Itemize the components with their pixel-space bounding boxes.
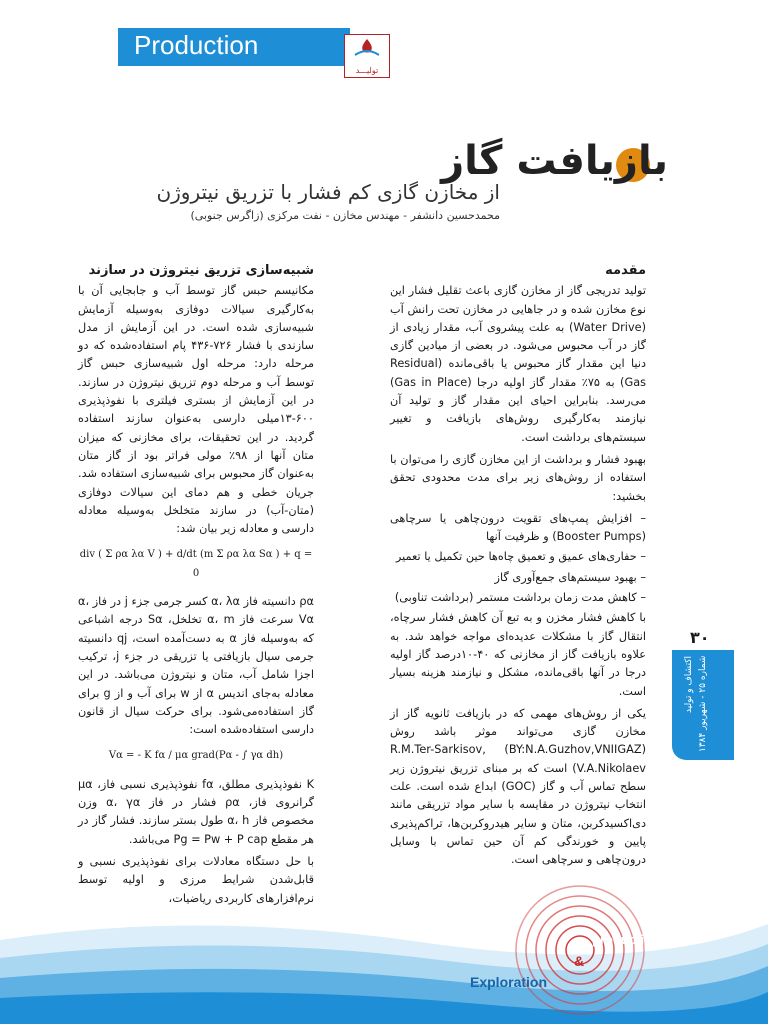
paragraph: بهبود فشار و برداشت از این مخازن گازی را می‌توان با استفاده از روش‌های زیر برای مدت محدودی تحقق بخشید: [390, 452, 646, 503]
footer-wave-graphic [0, 900, 768, 1024]
equation: Vα = - K fα / μα grad(Pα - ∫ γα dh) [108, 750, 284, 762]
page-number: ۳۰ [690, 628, 710, 647]
left-column [78, 262, 314, 912]
paragraph: با حل دستگاه معادلات برای نفوذپذیری نسبی و قابل‌شدن شرایط مرزی و اولیه توسط نرم‌افزارهای کاربردی ریاضیات، [78, 854, 314, 905]
paragraph: مکانیسم حبس گاز توسط آب و جابجایی آن با به‌کارگیری سیالات دوفازی به‌وسیله آزمایش شبیه‌سازی شده است. در این آزمایش از مدل سازندی با فشار ۷۲۶-۴۳۶ پام استفاده‌شده که دو مرحله دارد: مرحله اول شبیه‌سازی حبس گاز توسط آب و مرحله دوم تزریق نیتروژن در سازند. در این آزمایش از بستری فیلتری با نفوذپذیری ۶۰۰-۱۳میلی دارسی به‌عنوان سازند استفاده گردید. در این تحقیقات، برای مخازنی که میزان متان آنها از ۹۸٪ مولی فراتر بود از گاز متان به‌عنوان گاز محبوس برای شبیه‌سازی استفاده شد. جریان خطی و هم دمای این سیالات دوفازی (متان-آب) در سازند متخلخل به‌وسیله معادله دارسی و معادله زیر بیان شد: [78, 284, 315, 536]
company-logo [344, 34, 390, 78]
paragraph: تولید تدریجی گاز از مخازن گازی باعث تقلیل فشار این نوع مخازن شده و در جاهایی در مخازن تحت رانش آب (Water Drive) به علت پیشروی آب، مقدار زیادی از گاز در آب محبوس می‌شود. در بعضی از میادین گازی دنیا این مقدار گاز محبوس یا باقی‌مانده (Residual Gas) به ۷۵٪ مقدار گاز اولیه درجا (Gas in Place) می‌رسد. بنابراین احیای این مقدار گاز و تولید آن نیازمند به‌کارگیری روش‌های بازیافت و تغییر سیستم‌های برداشت است. [390, 284, 646, 444]
magazine-name: اکتشاف و تولید [684, 656, 694, 714]
list-item: – کاهش مدت زمان برداشت مستمر (برداشت تناوبی) [394, 591, 646, 605]
paragraph: یکی از روش‌های مهمی که در بازیافت ثانویه گاز از مخازن گازی می‌تواند موثر باشد روش (BY:N.A.Guzhov,VNIIGAZ) R.M.Ter-Sarkisov, V.A.Nikolaev) است که بر مبنای تزریق نیتروژن زیر سطح تماس آب و گاز (GOC) ابداع شده است. علت انتخاب نیتروژن در مقایسه با سایر مواد تزریقی مانند دی‌اکسید‌کربن، متان و سایر هیدروکربن‌ها، تراکم‌پذیری پایین و خورندگی کم آن حین تماس با وسایل درون‌چاهی و سرچاهی است. [390, 706, 646, 867]
footer-production-label: production [592, 932, 660, 947]
logo-label: تولیـــد [355, 66, 379, 75]
section-heading: مقدمه [605, 263, 646, 278]
article-subtitle: از مخازن گازی کم فشار با تزریق نیتروژن [156, 180, 500, 204]
list-item: – افزایش پمپ‌های تقویت درون‌چاهی یا سرچاهی (Booster Pumps) و ظرفیت آنها [390, 511, 646, 544]
article-authors: محمدحسین دانشفر - مهندس مخازن - نفت مرکزی (زاگرس جنوبی) [190, 209, 500, 222]
right-column [390, 262, 646, 874]
list-item: – حفاری‌های عمیق و تعمیق چاه‌ها حین تکمیل یا تعمیر [395, 550, 646, 564]
paragraph: ρα دانسیته فاز α، λα کسر جرمی جزء j در فاز α، Vα سرعت فاز α، m تخلخل، Sα درجه اشباعی که به‌وسیله فاز α به دست‌آمده است، qj دانسیته جرمی سیال بازیافتی یا تزریقی در جزء j، ترکیب اجزا شامل آب، متان و نیتروژن می‌باشد. در این معادله به‌جای اندیس α از w برای آب و از g برای گاز استفاده‌می‌شود. برای حرکت سیال از قانون دارسی استفاده‌شده است: [78, 595, 315, 737]
flame-logo-icon [351, 37, 383, 59]
paragraph: K نفوذپذیری مطلق، fα نفوذپذیری نسبی فاز، μα گرانروی فاز، ρα فشار در فاز α، γα وزن مخصوص فاز α، h طول بستر سازند. فشار گاز در هر مقطع Pg = Pw + P cap می‌باشد. [78, 777, 315, 846]
concentric-rings-icon [510, 880, 650, 1020]
magazine-side-tab [672, 650, 734, 760]
paragraph: با کاهش فشار مخزن و به تبع آن کاهش فشار سرچاه، انتقال گاز با مشکلات عدیده‌ای مواجه خواهد شد. به علاوه بازیافت گاز از مخازنی که ۴۰-۱۰درصد گاز اولیه درجا در آنها باقی‌مانده، مشکل و نیازمند هزینه بسیار است. [390, 611, 646, 698]
section-tag: Production [134, 30, 259, 60]
section-heading: شبیه‌سازی تزریق نیتروژن در سازند [88, 263, 314, 278]
footer-ampersand: & [574, 953, 585, 969]
equation: div ( Σ ρα λα V ) + d/dt (m Σ ρα λα Sα ) + q = 0 [79, 549, 313, 579]
list-item: – بهبود سیستم‌های جمع‌آوری گاز [494, 570, 646, 584]
issue-info: شماره ۲۵ - شهریور ۱۳۸۴ [698, 656, 708, 753]
article-title: بازیافت گاز [441, 138, 668, 184]
footer-exploration-label: Exploration [470, 974, 548, 990]
